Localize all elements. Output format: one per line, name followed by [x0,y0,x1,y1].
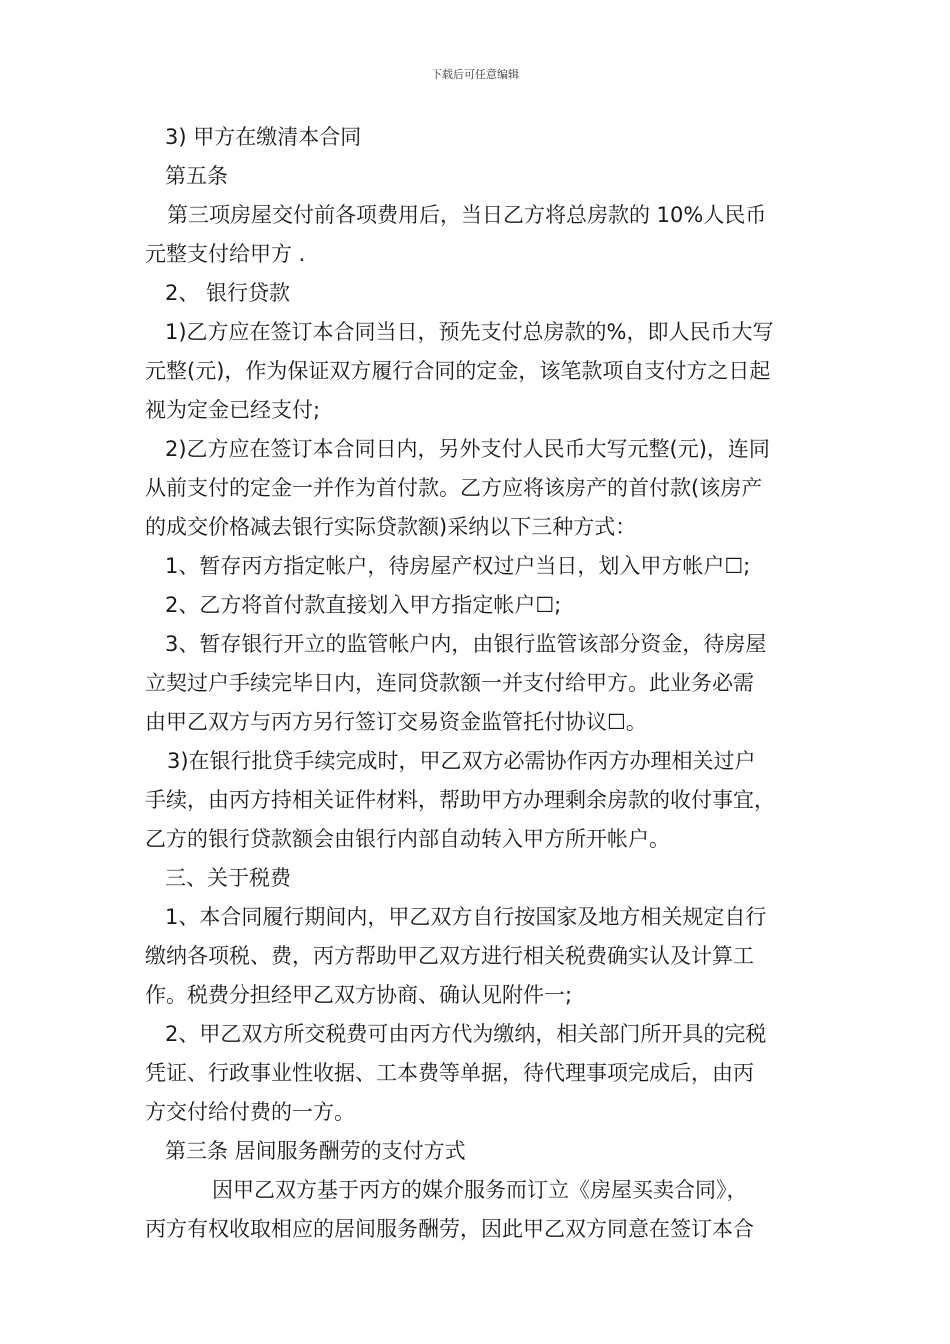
section-heading: 三、关于税费 [165,866,291,890]
paragraph-line: 作。税费分担经甲乙双方协商、确认见附件一; [145,983,573,1007]
list-item: 2、乙方将首付款直接划入甲方指定帐户☐; [165,593,562,617]
header-note: 下载后可任意编辑 [431,68,519,81]
paragraph-line: 立契过户手续完毕日内，连同贷款额一并支付给甲方。此业务必需 [145,671,754,695]
paragraph-line: 方交付给付费的一方。 [145,1100,355,1124]
document-body [145,118,811,1249]
paragraph-line: 丙方有权收取相应的居间服务酬劳，因此甲乙双方同意在签订本合 [145,1217,754,1241]
paragraph-line: 因甲乙双方基于丙方的媒介服务而订立《房屋买卖合同》， [212,1178,748,1202]
paragraph-line: 手续，由丙方持相关证件材料，帮助甲方办理剩余房款的收付事宜， [145,788,775,812]
article-heading: 第三条 居间服务酬劳的支付方式 [165,1139,466,1163]
paragraph-line: 视为定金已经支付; [145,398,321,422]
paragraph-line: 3) 甲方在缴清本合同 [165,125,362,149]
article-heading: 第五条 [165,164,228,188]
paragraph-line: 元整支付给甲方 . [145,242,306,266]
list-item: 2、甲乙双方所交税费可由丙方代为缴纳，相关部门所开具的完税 [165,1022,767,1046]
paragraph-line: 的成交价格减去银行实际贷款额)采纳以下三种方式： [145,515,637,539]
paragraph-line: 凭证、行政事业性收据、工本费等单据，待代理事项完成后，由丙 [145,1061,754,1085]
list-item: 1、本合同履行期间内，甲乙双方自行按国家及地方相关规定自行 [165,905,767,929]
paragraph-line: 乙方的银行贷款额会由银行内部自动转入甲方所开帐户。 [145,827,670,851]
paragraph-line: 从前支付的定金一并作为首付款。乙方应将该房产的首付款(该房产 [145,476,763,500]
paragraph-line: 元整(元)，作为保证双方履行合同的定金，该笔款项自支付方之日起 [145,359,771,383]
list-item: 3、暂存银行开立的监管帐户内，由银行监管该部分资金，待房屋 [165,632,767,656]
paragraph-line: 3)在银行批贷手续完成时，甲乙双方必需协作丙方办理相关过户 [167,749,756,773]
paragraph-line: 2)乙方应在签订本合同日内，另外支付人民币大写元整(元)，连同 [165,437,770,461]
paragraph-line: 第三项房屋交付前各项费用后，当日乙方将总房款的 10%人民币 [167,203,767,227]
paragraph-line: 缴纳各项税、费，丙方帮助甲乙双方进行相关税费确实认及计算工 [145,944,754,968]
list-item: 1、暂存丙方指定帐户，待房屋产权过户当日，划入甲方帐户☐; [165,554,751,578]
paragraph-line: 1)乙方应在签订本合同当日，预先支付总房款的%，即人民币大写 [165,320,774,344]
section-heading: 2、 银行贷款 [165,281,291,305]
paragraph-line: 由甲乙双方与丙方另行签订交易资金监管托付协议☐。 [145,710,647,734]
